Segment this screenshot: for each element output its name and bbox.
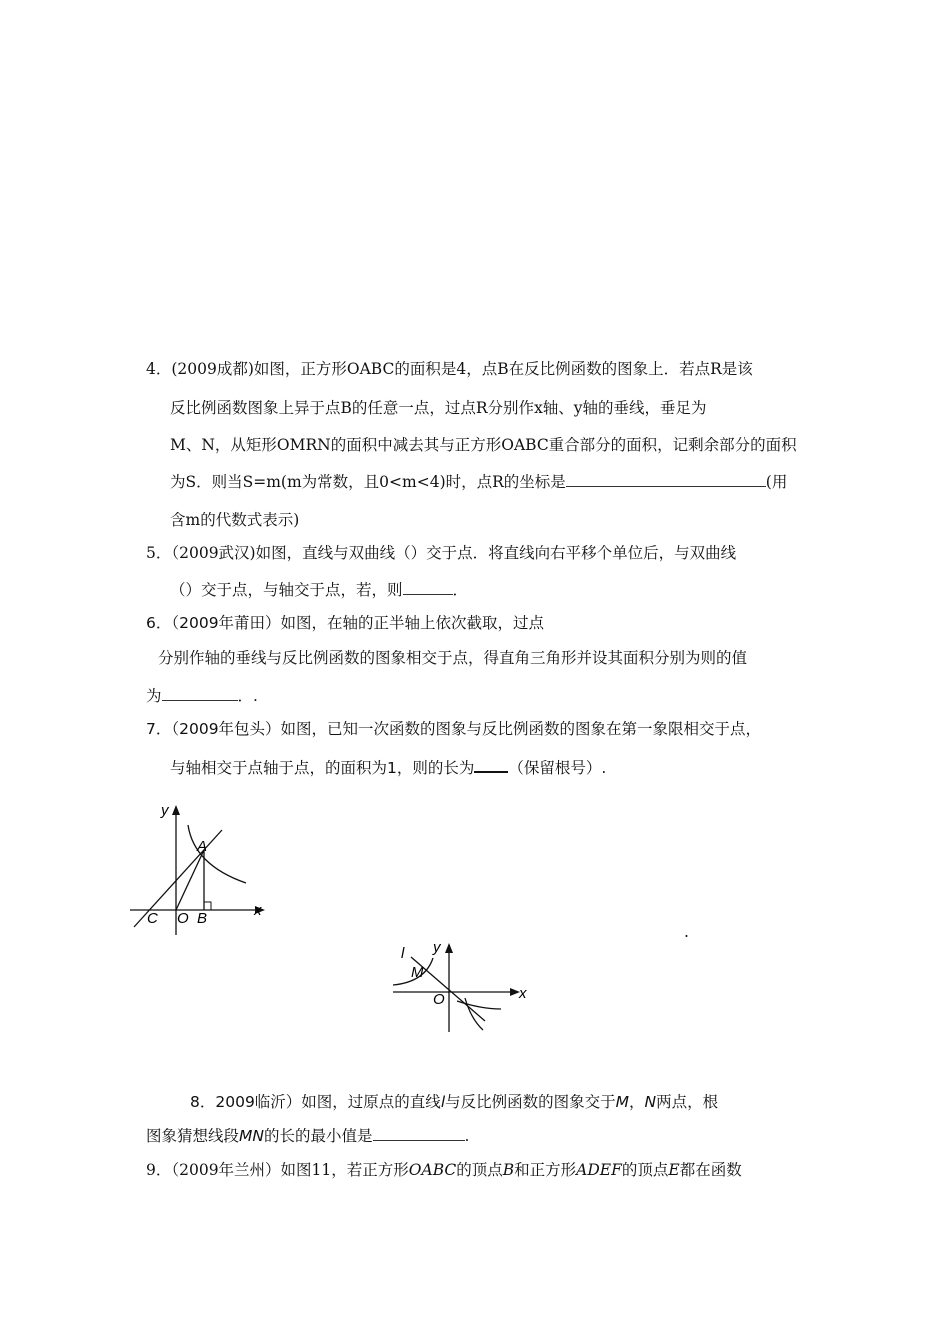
q4-line-5: 含m的代数式表示) <box>170 511 300 529</box>
q8-line-2-d: . <box>464 1127 470 1145</box>
fig2-line-label: l <box>401 945 405 962</box>
q4-line-4-text: 为S．则当S=m(m为常数，且0<m<4)时，点R的坐标是 <box>170 473 566 491</box>
fig1-x-label: x <box>254 902 262 919</box>
q8-line-2-a: 图象猜想线段 <box>146 1127 240 1145</box>
q8-var-n: N <box>644 1093 657 1111</box>
fig1-y-label: y <box>161 802 169 819</box>
q9-line-1-i: 都在函数 <box>679 1161 742 1179</box>
q7-line-1: 7．（2009年包头）如图，已知一次函数的图象与反比例函数的图象在第一象限相交于点， <box>146 720 762 738</box>
q4-line-4-end: (用 <box>765 473 788 491</box>
fig2-point-m: M <box>411 964 424 981</box>
q4-line-1: 4．(2009成都)如图，正方形OABC的面积是4，点B在反比例函数的图象上．若点R是该 <box>146 360 753 378</box>
q9-line-1-a: 9．（2009年兰州）如图11，若正方形 <box>146 1161 409 1179</box>
fig1-point-a: A <box>197 838 208 855</box>
q8-line-1 <box>190 1092 718 1112</box>
q9-var-adef: ADEF <box>576 1161 622 1179</box>
q6-line-3-text: 为 <box>146 687 162 705</box>
q8-var-mn: MN <box>239 1127 264 1145</box>
fig2-y-label: y <box>433 939 441 956</box>
q8-line-1-g: 两点，根 <box>656 1093 719 1111</box>
answer-blank <box>566 472 766 487</box>
q9-var-oabc: OABC <box>408 1161 457 1179</box>
q7-line-2-end: （保留根号）. <box>508 759 607 777</box>
answer-blank <box>474 757 508 773</box>
answer-blank <box>403 580 453 595</box>
q8-var-m: M <box>615 1093 630 1111</box>
q8-line-1-e: ， <box>629 1093 645 1111</box>
q9-line-1-g: 的顶点 <box>621 1161 669 1179</box>
q8-line-2-c: 的长的最小值是 <box>263 1127 373 1145</box>
fig1-point-o: O <box>177 910 189 927</box>
fig1-point-c: C <box>147 910 158 927</box>
answer-blank <box>373 1126 465 1141</box>
q9-line-1-e: 和正方形 <box>514 1161 577 1179</box>
q9-line-1-c: 的顶点 <box>456 1161 503 1179</box>
q9-var-e: E <box>668 1161 680 1179</box>
figure-q8-graph <box>385 935 535 1040</box>
answer-blank <box>162 686 238 701</box>
q4-line-4 <box>170 472 787 492</box>
q6-line-3 <box>146 686 258 706</box>
fig1-point-b: B <box>197 910 208 927</box>
q4-line-2: 反比例函数图象上异于点B的任意一点，过点R分别作x轴、y轴的垂线，垂足为 <box>170 399 707 417</box>
q5-line-2-end: ． <box>452 581 469 599</box>
q8-line-2 <box>146 1126 469 1146</box>
q8-line-1-a: 8．2009临沂）如图，过原点的直线 <box>190 1093 441 1111</box>
q5-line-2-text: （）交于点，与轴交于点，若，则 <box>170 581 403 599</box>
fig2-point-o: O <box>433 991 445 1008</box>
stray-dot: . <box>684 923 689 941</box>
q6-line-2: 分别作轴的垂线与反比例函数的图象相交于点，得直角三角形并设其面积分别为则的值 <box>158 649 748 667</box>
figure-q7-graph <box>120 795 280 940</box>
q9-var-b: B <box>502 1161 515 1179</box>
q6-line-1: 6．（2009年莆田）如图，在轴的正半轴上依次截取，过点 <box>146 614 545 632</box>
q9-line-1 <box>146 1160 742 1180</box>
q7-line-2 <box>170 757 606 778</box>
q8-var-l: l <box>440 1093 446 1111</box>
q7-line-2-text: 与轴相交于点轴于点，的面积为1，则的长为 <box>170 759 475 777</box>
fig2-x-label: x <box>519 985 527 1002</box>
q6-line-3-end: ．. <box>237 687 258 705</box>
q5-line-1: 5．（2009武汉)如图，直线与双曲线（）交于点．将直线向右平移个单位后，与双曲线 <box>146 544 737 562</box>
q5-line-2 <box>170 580 468 600</box>
q4-line-3: M、N，从矩形OMRN的面积中减去其与正方形OABC重合部分的面积，记剩余部分的面积 <box>170 436 797 454</box>
q8-line-1-c: 与反比例函数的图象交于 <box>445 1093 616 1111</box>
